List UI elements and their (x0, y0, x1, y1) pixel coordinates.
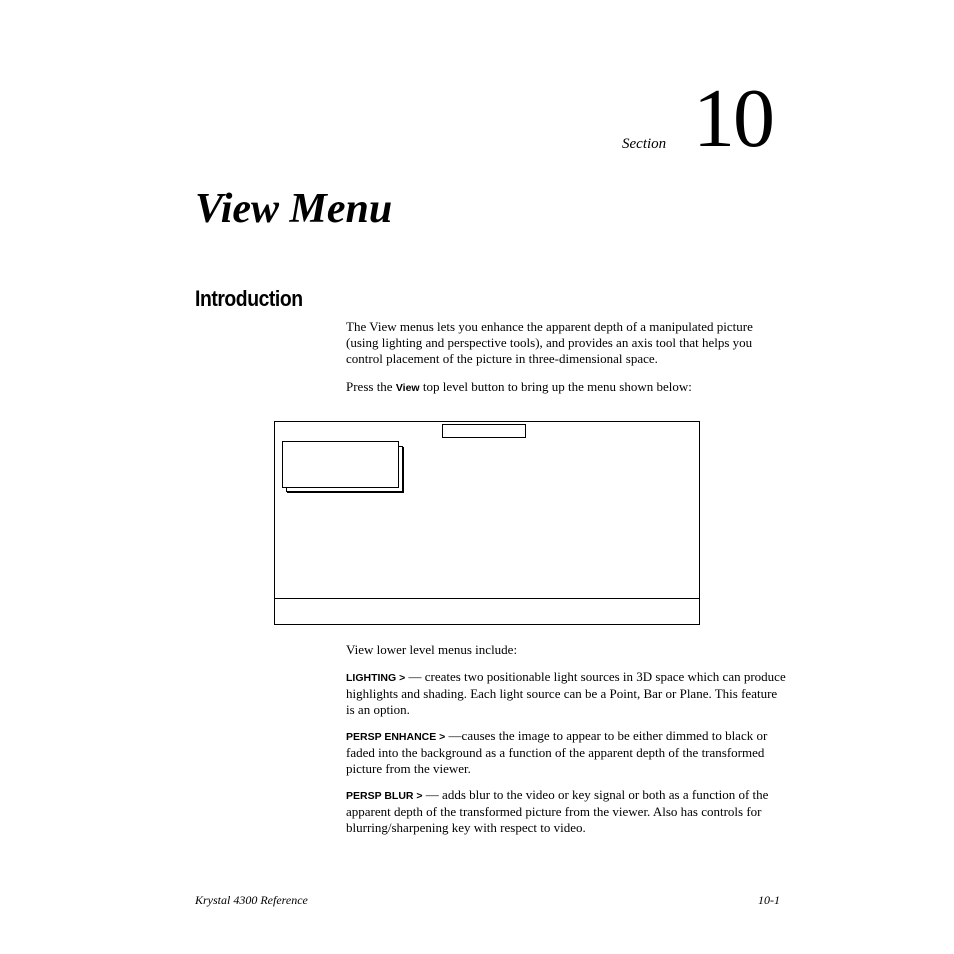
introduction-heading: Introduction (195, 286, 303, 311)
intro-paragraph: The View menus lets you enhance the apparent depth of a manipulated picture (using lighting and perspective tools), and provides an axis tool that helps you control placement of the picture in three-dimensional space. (346, 319, 753, 366)
persp-blur-description (346, 787, 786, 836)
menu-panel (282, 441, 399, 488)
lighting-description (346, 669, 786, 718)
lighting-text: — creates two positionable light sources in 3D space which can produce highlights and shading. Each light source can be a Point, Bar or Plane. This feature is an option. (346, 669, 786, 717)
press-view-post: top level button to bring up the menu shown below: (419, 379, 692, 394)
menu-top-level-button (442, 424, 526, 438)
persp-enhance-text: —causes the image to appear to be either dimmed to black or faded into the background as a function of the apparent depth of the transformed picture from the viewer. (346, 728, 768, 776)
menu-status-bar (275, 598, 699, 624)
page-number: 10-1 (758, 893, 780, 907)
chapter-title: View Menu (195, 186, 393, 232)
lighting-keyword: LIGHTING > (346, 672, 406, 684)
persp-blur-keyword: PERSP BLUR > (346, 790, 423, 802)
persp-enhance-description (346, 728, 786, 777)
menu-diagram (274, 421, 700, 625)
press-view-paragraph (346, 379, 786, 396)
persp-enhance-keyword: PERSP ENHANCE > (346, 731, 446, 743)
press-view-pre: Press the (346, 379, 396, 394)
persp-blur-text: — adds blur to the video or key signal or both as a function of the apparent depth of the transformed picture from the viewer. Also has controls for blurring/sharpening key with respect to video. (346, 787, 769, 835)
view-keyword: View (395, 382, 420, 394)
section-number: 10 (693, 72, 773, 165)
footer-title: Krystal 4300 Reference (195, 893, 308, 907)
section-label: Section (622, 136, 667, 152)
lower-menus-intro: View lower level menus include: (346, 642, 518, 657)
